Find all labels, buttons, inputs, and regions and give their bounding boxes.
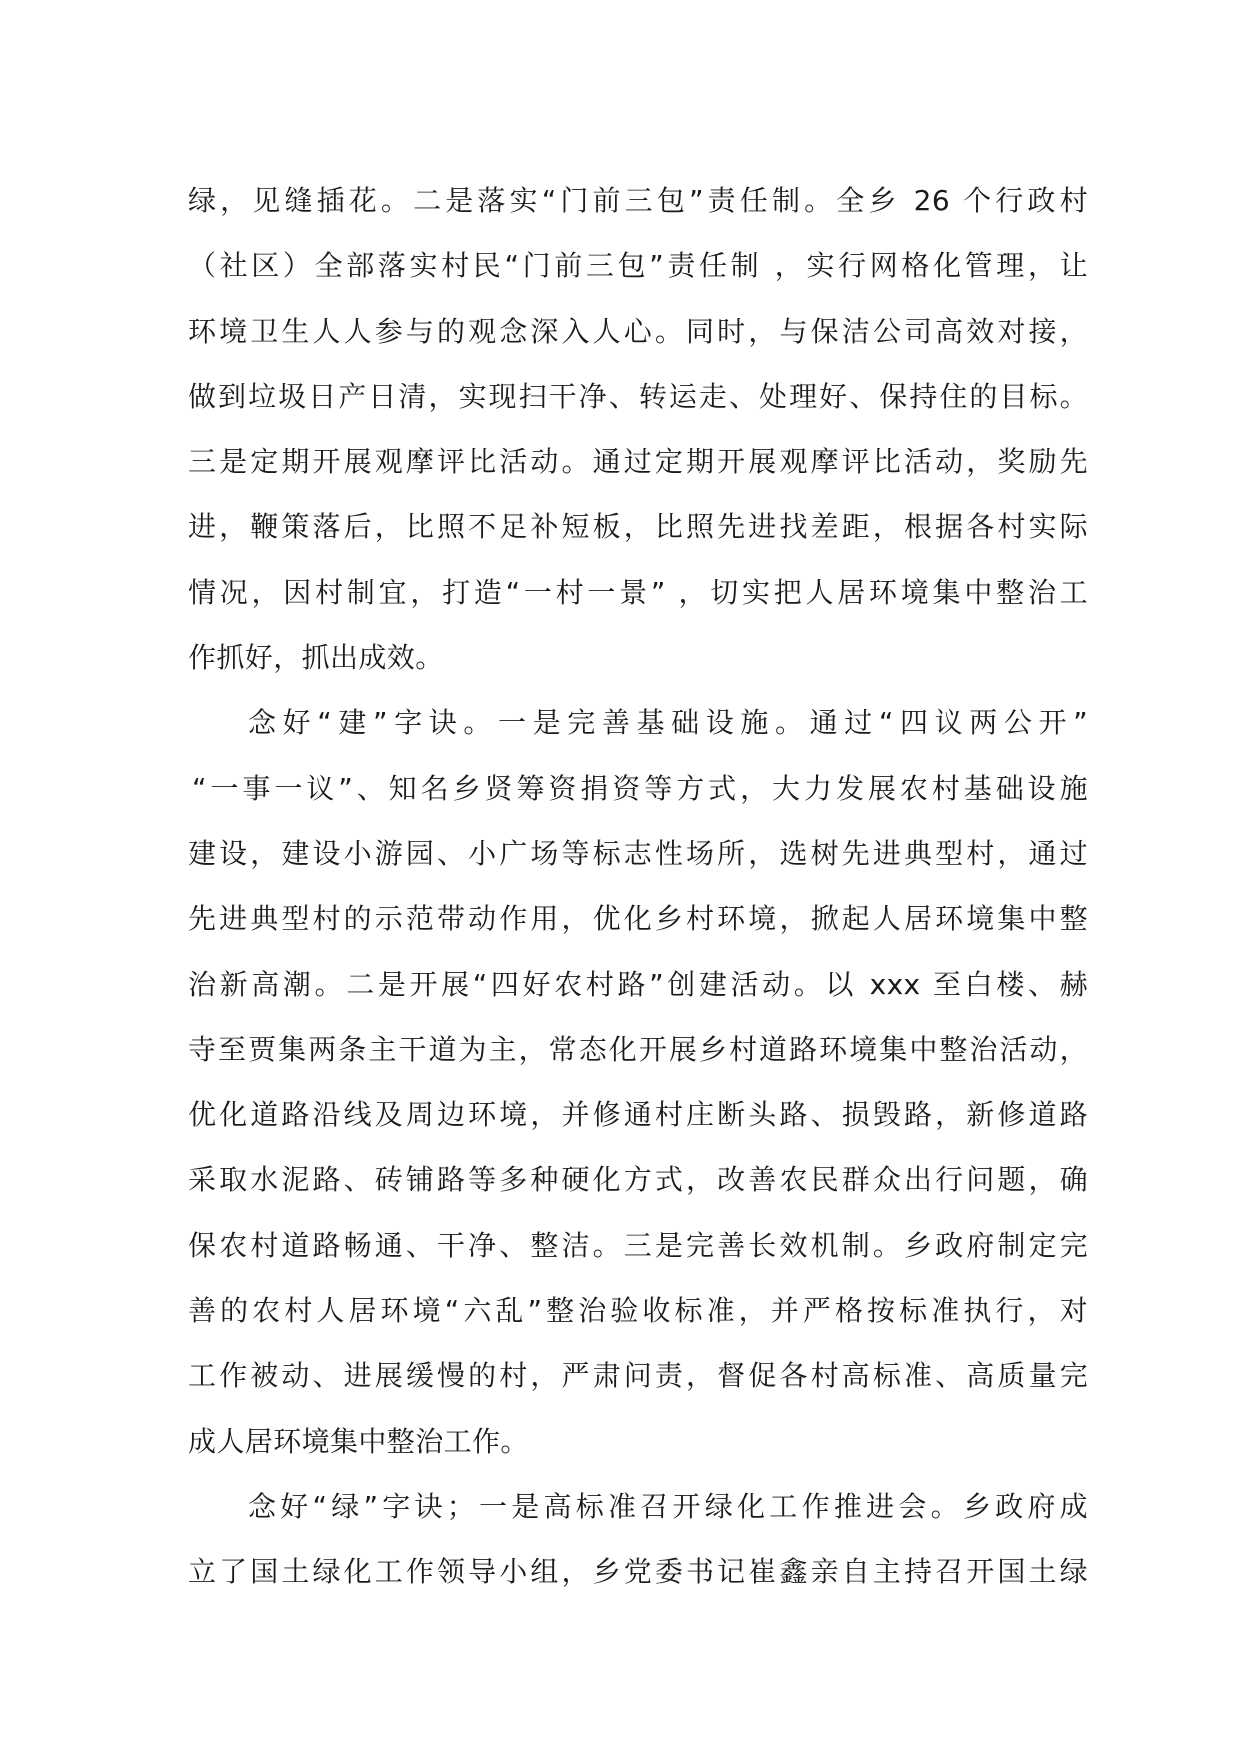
- text-line: 采取水泥路、砖铺路等多种硬化方式，改善农民群众出行问题，确: [188, 1163, 1088, 1197]
- paragraph-start-line: 念好“建”字诀。一是完善基础设施。通过“四议两公开”: [248, 706, 1088, 740]
- text-line: 成人居环境集中整治工作。: [188, 1424, 529, 1458]
- text-line: 三是定期开展观摩评比活动。通过定期开展观摩评比活动，奖励先: [188, 445, 1088, 479]
- paragraph-start-line: 念好“绿”字诀；一是高标准召开绿化工作推进会。乡政府成: [248, 1489, 1088, 1523]
- text-line: 优化道路沿线及周边环境，并修通村庄断头路、损毁路，新修道路: [188, 1098, 1088, 1132]
- text-line: 寺至贾集两条主干道为主，常态化开展乡村道路环境集中整治活动，: [188, 1032, 1088, 1066]
- text-line: 作抓好，抓出成效。: [188, 641, 444, 675]
- text-line: 进，鞭策落后，比照不足补短板，比照先进找差距，根据各村实际: [188, 510, 1088, 544]
- text-line: “一事一议”、知名乡贤筹资捐资等方式，大力发展农村基础设施: [192, 771, 1088, 805]
- text-line: 情况，因村制宜，打造“一村一景” ，切实把人居环境集中整治工: [188, 575, 1088, 609]
- text-line: 保农村道路畅通、干净、整洁。三是完善长效机制。乡政府制定完: [188, 1228, 1088, 1262]
- text-line: 做到垃圾日产日清，实现扫干净、转运走、处理好、保持住的目标。: [188, 379, 1088, 413]
- text-line: （社区）全部落实村民“门前三包”责任制 ，实行网格化管理，让: [188, 249, 1088, 283]
- body-text: [188, 168, 1088, 1605]
- text-line: 治新高潮。二是开展“四好农村路”创建活动。以 xxx 至白楼、赫: [188, 967, 1088, 1001]
- text-line: 工作被动、进展缓慢的村，严肃问责，督促各村高标准、高质量完: [188, 1359, 1088, 1393]
- text-line: 立了国土绿化工作领导小组，乡党委书记崔鑫亲自主持召开国土绿: [188, 1555, 1088, 1589]
- text-line: 先进典型村的示范带动作用，优化乡村环境，掀起人居环境集中整: [188, 902, 1088, 936]
- text-line: 绿，见缝插花。二是落实“门前三包”责任制。全乡 26 个行政村: [188, 184, 1088, 217]
- text-line: 善的农村人居环境“六乱”整治验收标准，并严格按标准执行，对: [188, 1294, 1088, 1328]
- text-line: 环境卫生人人参与的观念深入人心。同时，与保洁公司高效对接，: [188, 314, 1088, 348]
- text-line: 建设，建设小游园、小广场等标志性场所，选树先进典型村，通过: [188, 836, 1088, 870]
